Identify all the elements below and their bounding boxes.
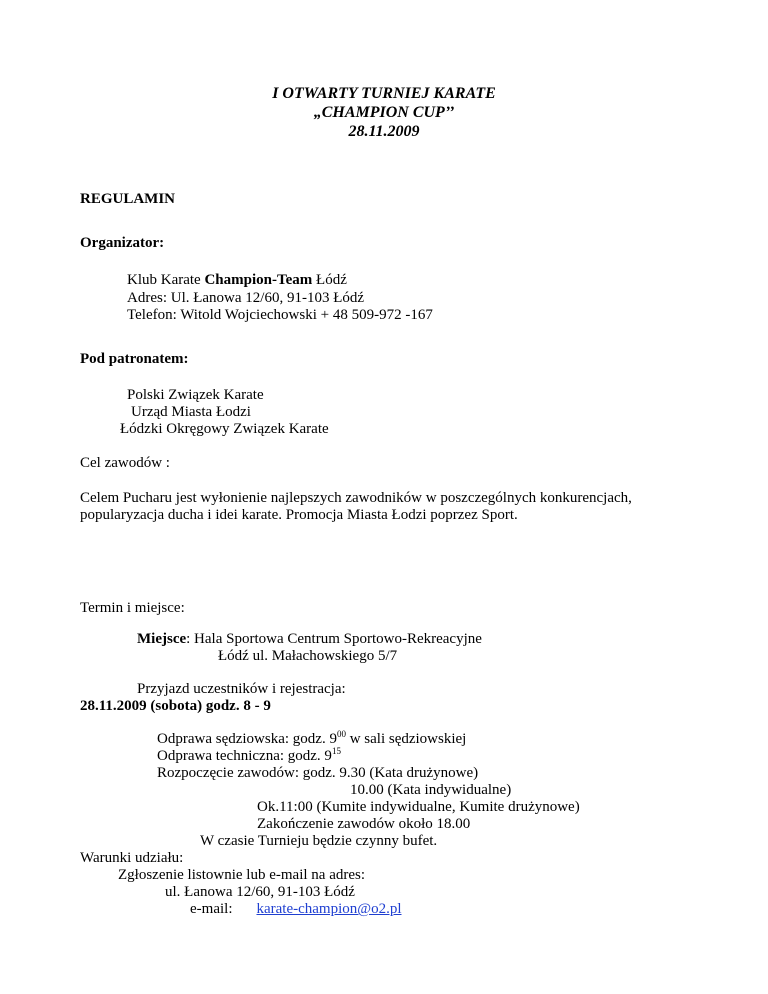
document-title-line2: „CHAMPION CUP’’ xyxy=(313,104,455,121)
conditions-heading: Warunki udziału: xyxy=(80,850,184,866)
organizer-heading: Organizator: xyxy=(80,235,165,251)
organizer-club-name: Champion-Team xyxy=(204,272,313,288)
judges-briefing-minutes: 00 xyxy=(336,729,346,739)
patron-item: Urząd Miasta Łodzi xyxy=(131,404,251,420)
organizer-club-prefix: Klub Karate xyxy=(127,272,205,288)
schedule-judges-briefing xyxy=(157,730,466,748)
conditions-submission: Zgłoszenie listownie lub e-mail na adres: xyxy=(118,867,366,883)
arrival-date: 28.11.2009 (sobota) godz. 8 - 9 xyxy=(80,698,271,714)
technical-briefing-minutes: 15 xyxy=(331,746,341,756)
goal-text-line2: popularyzacja ducha i idei karate. Promocja Miasta Łodzi poprzez Sport. xyxy=(80,507,518,523)
goal-heading: Cel zawodów : xyxy=(80,455,170,471)
venue-place-value: : Hala Sportowa Centrum Sportowo-Rekreacyjne xyxy=(186,631,482,647)
organizer-club-city: Łódź xyxy=(312,272,347,288)
schedule-kumite: Ok.11:00 (Kumite indywidualne, Kumite drużynowe) xyxy=(257,799,580,815)
patron-item: Łódzki Okręgowy Związek Karate xyxy=(120,421,329,437)
organizer-address: Adres: Ul. Łanowa 12/60, 91-103 Łódź xyxy=(127,290,365,306)
venue-heading: Termin i miejsce: xyxy=(80,600,185,616)
patron-item: Polski Związek Karate xyxy=(127,387,264,403)
schedule-end: Zakończenie zawodów około 18.00 xyxy=(257,816,471,832)
goal-text-line1: Celem Pucharu jest wyłonienie najlepszych zawodników w poszczególnych konkurencjach, xyxy=(80,490,632,506)
technical-briefing-prefix: Odprawa techniczna: godz. 9 xyxy=(157,748,332,764)
schedule-start: Rozpoczęcie zawodów: godz. 9.30 (Kata drużynowe) xyxy=(157,765,479,781)
organizer-club xyxy=(127,271,347,289)
schedule-buffet: W czasie Turnieju będzie czynny bufet. xyxy=(200,833,438,849)
organizer-phone: Telefon: Witold Wojciechowski + 48 509-972 -167 xyxy=(127,307,433,323)
venue-address: Łódź ul. Małachowskiego 5/7 xyxy=(218,648,398,664)
judges-briefing-prefix: Odprawa sędziowska: godz. 9 xyxy=(157,731,337,747)
arrival-text: Przyjazd uczestników i rejestracja: xyxy=(137,681,346,697)
judges-briefing-suffix: w sali sędziowskiej xyxy=(345,731,467,747)
schedule-kata-individual: 10.00 (Kata indywidualne) xyxy=(350,782,512,798)
document-title-line1: I OTWARTY TURNIEJ KARATE xyxy=(272,85,496,102)
conditions-address: ul. Łanowa 12/60, 91-103 Łódź xyxy=(165,884,355,900)
conditions-email-row xyxy=(190,900,402,918)
venue-place xyxy=(137,630,482,648)
venue-place-label: Miejsce xyxy=(137,631,187,647)
schedule-technical-briefing xyxy=(157,747,341,765)
patronage-heading: Pod patronatem: xyxy=(80,351,189,367)
regulamin-heading: REGULAMIN xyxy=(80,191,176,207)
document-title-date: 28.11.2009 xyxy=(348,123,420,140)
email-link[interactable]: karate-champion@o2.pl xyxy=(256,901,402,917)
email-label: e-mail: xyxy=(190,901,233,917)
